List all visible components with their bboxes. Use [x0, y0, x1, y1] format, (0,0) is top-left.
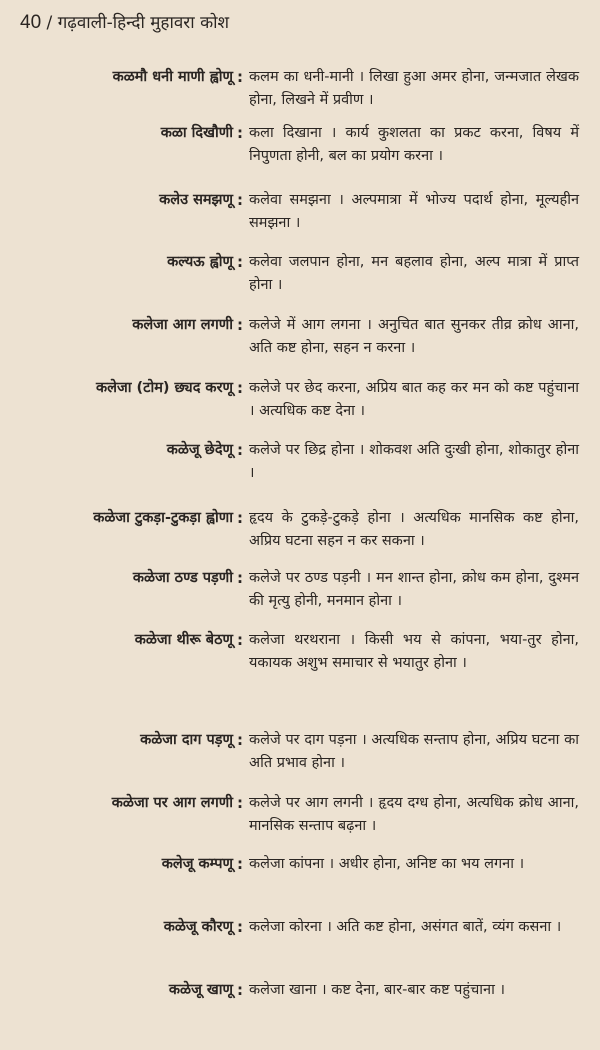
- idiom-definition: कलेजे पर छिद्र होना । शोकवश अति दुःखी होना, शोकातुर होना ।: [249, 442, 579, 481]
- idiom-term: कळेजू कौरणू: [163, 919, 233, 935]
- idiom-definition: कलेजे पर दाग पड़ना । अत्यधिक सन्ताप होना, अप्रिय घटना का अति प्रभाव होना ।: [249, 732, 579, 771]
- idiom-definition: कलेजा कोरना । अति कष्ट होना, असंगत बातें, व्यंग कसना ।: [249, 919, 562, 935]
- term-separator: :: [237, 918, 243, 936]
- book-title: गढ़वाली-हिन्दी मुहावरा कोश: [57, 13, 230, 33]
- idiom-term: कळेजू छेदेणू: [166, 442, 233, 458]
- page-number: 40: [20, 12, 42, 33]
- term-separator: :: [237, 509, 243, 527]
- header-separator: /: [46, 13, 53, 33]
- idiom-term: कळेजा थीरू बेठणू: [134, 632, 233, 648]
- idiom-definition: हृदय के टुकड़े-टुकड़े होना । अत्यधिक मानसिक कष्ट होना, अप्रिय घटना सहन न कर सकना ।: [249, 510, 579, 549]
- idiom-term: कलेजा आग लगणी: [132, 317, 233, 333]
- idiom-term: कळेजा ठण्ड पड़णी: [132, 570, 233, 586]
- term-separator: :: [237, 794, 243, 812]
- idiom-definition: कलेजा कांपना । अधीर होना, अनिष्ट का भय लगना ।: [249, 856, 525, 872]
- idiom-term: कलेजू कम्पणू: [161, 856, 233, 872]
- term-separator: :: [237, 441, 243, 459]
- idiom-definition: कलेजा थरथराना । किसी भय से कांपना, भया-तुर होना, यकायक अशुभ समाचार से भयातुर होना ।: [249, 632, 579, 671]
- running-header: [20, 10, 229, 34]
- term-separator: :: [237, 981, 243, 999]
- idiom-term: कळेजा टुकड़ा-टुकड़ा ह्वोणा: [93, 510, 233, 526]
- idiom-definition: कलेजे पर आग लगनी । हृदय दग्ध होना, अत्यधिक क्रोध आना, मानसिक सन्ताप बढ़ना ।: [249, 795, 579, 834]
- term-separator: :: [237, 855, 243, 873]
- idiom-term: कळमौ धनी माणी ह्वोणू: [112, 69, 233, 85]
- idiom-term: कळेजा दाग पड़णू: [140, 732, 233, 748]
- term-separator: :: [237, 569, 243, 587]
- term-separator: :: [237, 631, 243, 649]
- term-separator: :: [237, 253, 243, 271]
- term-separator: :: [237, 124, 243, 142]
- idiom-definition: कलेवा समझना । अल्पमात्रा में भोज्य पदार्थ होना, मूल्यहीन समझना ।: [249, 192, 579, 231]
- idiom-term: कळेजा पर आग लगणी: [111, 795, 233, 811]
- idiom-term: कळा दिखौणी: [160, 125, 233, 141]
- idiom-definition: कलेजे में आग लगना । अनुचित बात सुनकर तीव्र क्रोध आना, अति कष्ट होना, सहन न करना ।: [249, 317, 579, 356]
- idiom-definition: कलेवा जलपान होना, मन बहलाव होना, अल्प मात्रा में प्राप्त होना ।: [249, 254, 579, 293]
- idiom-definition: कला दिखाना । कार्य कुशलता का प्रकट करना, विषय में निपुणता होनी, बल का प्रयोग करना ।: [249, 125, 579, 164]
- idiom-definition: कलेजा खाना । कष्ट देना, बार-बार कष्ट पहुंचाना ।: [249, 982, 505, 998]
- idiom-term: कल्यऊ ह्वोणू: [167, 254, 233, 270]
- term-separator: :: [237, 731, 243, 749]
- idiom-definition: कलेजे पर ठण्ड पड़नी । मन शान्त होना, क्रोध कम होना, दुश्मन की मृत्यु होनी, मनमान होना ।: [249, 570, 579, 609]
- term-separator: :: [237, 191, 243, 209]
- idiom-term: कलेजा (टोम) छ्यद करणू: [95, 380, 233, 396]
- idiom-term: कळेजू खाणू: [168, 982, 233, 998]
- idiom-definition: कलम का धनी-मानी । लिखा हुआ अमर होना, जन्मजात लेखक होना, लिखने में प्रवीण ।: [249, 69, 579, 108]
- idiom-term: कलेउ समझणू: [159, 192, 233, 208]
- term-separator: :: [237, 68, 243, 86]
- idiom-definition: कलेजे पर छेद करना, अप्रिय बात कह कर मन को कष्ट पहुंचाना । अत्यधिक कष्ट देना ।: [249, 380, 579, 419]
- term-separator: :: [237, 316, 243, 334]
- term-separator: :: [237, 379, 243, 397]
